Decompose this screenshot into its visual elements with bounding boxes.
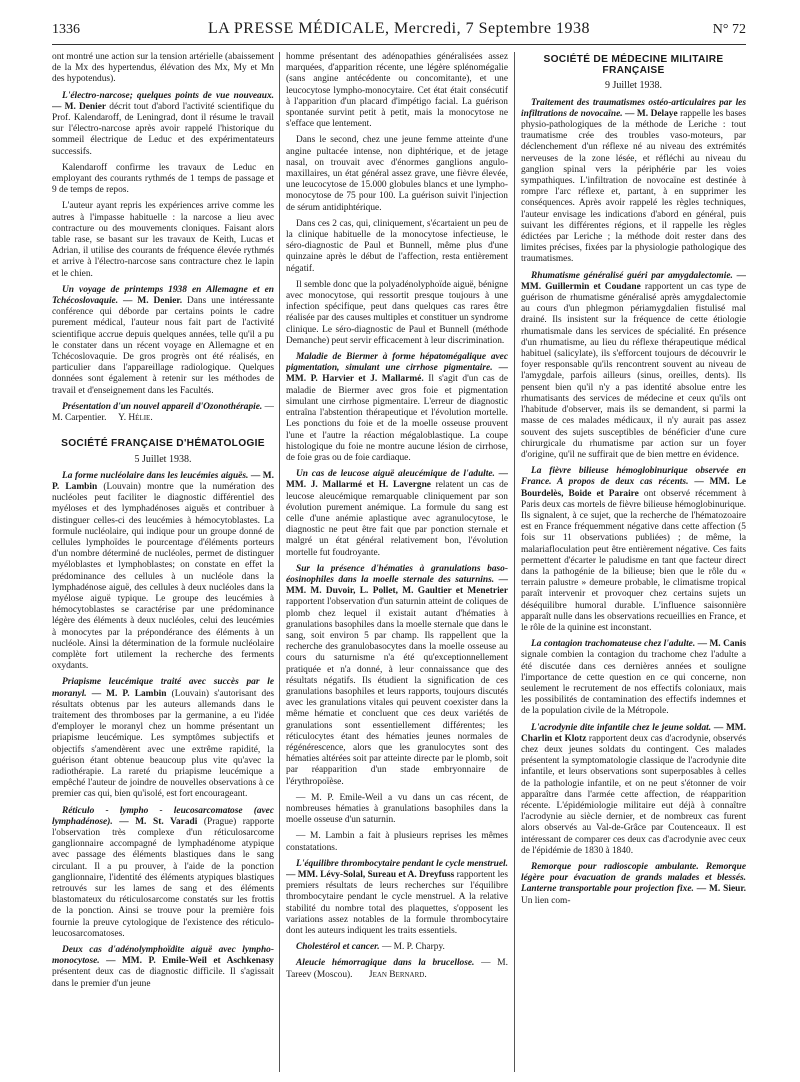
article-author: — M. Delaye bbox=[622, 108, 678, 119]
article bbox=[521, 639, 746, 717]
article bbox=[286, 958, 508, 980]
article-text: (Louvain) s'autorisant des résultats obtenus par les auteurs allemands dans le traitement des thromboses par la germanine, a eu l'idée d'employer le moranyl chez un homme présentant un priapisme leucémique. Les symptômes subjectifs et objectifs s'amendèrent avec une extrême rapidité, la guérison étant obtenue beaucoup plus vite qu'avec la radiothérapie. La rareté du priapisme leucémique a empêché l'auteur de joindre de nouvelles observations à ce premier cas qui, bien qu'isolé, est fort encourageant. bbox=[52, 688, 274, 800]
paragraph: Dans ces 2 cas, qui, cliniquement, s'écartaient un peu de la clinique habituelle de la monocytose infectieuse, le séro-diagnostic de Paul et Bunnell, même plus d'une quinzaine après le début de l'affection, resta entièrement négatif. bbox=[286, 218, 508, 274]
article-author: — MM. J. Mallarmé et H. Lavergne bbox=[286, 469, 508, 491]
section-date: 9 Juillet 1938. bbox=[605, 80, 662, 92]
article bbox=[286, 942, 508, 953]
article-text: (Louvain) montre que la numération des nucléoles peut faciliter le diagnostic différentiel des myéloses et des lymphadénoses aiguës et contribuer à distinguer celles-ci des leucémies à hémocytoblastes. La formule nucléolaire, qui indique pour un groupe donné de cellules lymphoïdes le pourcentage d'éléments porteurs d'un nombre déterminé de nucléoles, permet de distinguer myéloblastes et lymphoblastes; on constate en effet la prédominance des cellules à un nucléole dans la lymphadénose aiguë, des cellules à deux nucléoles dans la myélose aiguë typique. Le groupe des leucémies à hémocytoblastes se caractérise par une prédominance légère des éléments à deux nucléoles, celui des leucémies à monocytes par la prépondérance des éléments à un nucléole. Ainsi la détermination de la formule nucléolaire complète fort utilement la recherche des ferments oxydants. bbox=[52, 481, 274, 672]
section-heading: SOCIÉTÉ DE MÉDECINE MILITAIRE FRANÇAISE bbox=[543, 54, 724, 77]
article-author: — M. Carpentier. bbox=[52, 401, 274, 424]
article-text: rapportent l'observation d'un saturnin atteint de coliques de plomb chez lequel il existait autant d'hématies à granulations basophiles dans la moelle sternale que dans le sang, soit environ 5 par champ. Ils rappellent que la recherche des granulobasocytes dans la moelle osseuse au cours du saturnisme n'a été qu'exceptionnellement pratiquée et n'a donné, à leur connaissance que des résultats négatifs. Ils étudient la signification de ces granulations basophiles et leurs rapports, toujours discutés avec les granulations vitales qui peuvent coexister dans la même hématie et concluent que ces deux variétés de granulations sont essentiellement différentes; les réticulocytes étant des hématies jeunes normales de régénérescence, alors que les granulocytes sont des hématies altérées soit par atteinte directe par le plomb, soit par réapparition d'un stade embryonnaire de l'érythropoïèse. bbox=[286, 597, 508, 787]
article-author: — MM. Lévy-Solal, Sureau et A. Dreyfuss bbox=[286, 870, 455, 881]
article-title: L'électro-narcose; quelques points de vue nouveaux. bbox=[62, 90, 274, 101]
paragraph: Kalendaroff confirme les travaux de Leduc en employant des courants rythmés de 1 temps de passage et 9 de temps de repos. bbox=[52, 162, 274, 196]
article-title: Sur la présence d'hématies à granulations baso-éosinophiles dans la moelle sternale des saturnins. bbox=[286, 563, 508, 585]
article bbox=[52, 677, 274, 800]
article-author: — MM. Le Bourdelès, Boide et Paraire bbox=[521, 477, 746, 499]
article-text: Un lien com- bbox=[521, 895, 571, 906]
article-title: Remorque pour radioscopie ambulante. Remorque légère pour évacuation de grands malades et blessés. Lanterne transportable pour projection fixe. bbox=[521, 862, 746, 895]
journal-title: LA PRESSE MÉDICALE, Mercredi, 7 Septembre 1938 bbox=[207, 20, 591, 37]
article-text: relatent un cas de leucose aleucémique remarquable cliniquement par son évolution purement anémique. La formule du sang est celle d'une anémie aplastique avec agranulocytose, le diagnostic ne peut être fait que par ponction sternale et malgré un état général relativement bon, l'évolution mortelle fut foudroyante. bbox=[286, 480, 508, 558]
article bbox=[521, 862, 746, 907]
article-text: signale combien la contagion du trachome chez l'adulte a été discutée dans ces dernières années et souligne l'importance de cette question en ce qui concerne, non seulement le recrutement de nos effectifs coloniaux, mais les possibilités de contamination des effectifs indemnes et de la population civile de la Métropole. bbox=[521, 650, 746, 717]
issue-number: N° 72 bbox=[712, 22, 746, 37]
article-author: — MM. Guillermin et Coudane bbox=[521, 270, 746, 292]
article-title: La contagion trachomateuse chez l'adulte. bbox=[531, 639, 696, 650]
column-1 bbox=[52, 52, 274, 1074]
column-2 bbox=[286, 52, 508, 1074]
article-title: La forme nucléolaire dans les leucémies aiguës. bbox=[62, 470, 249, 481]
article-title: Priapisme leucémique traité avec succès par le moranyl. bbox=[52, 677, 274, 699]
article-title: Réticulo - lympho - leucosarcomatose (avec lymphadénose). bbox=[52, 805, 274, 827]
article-author: — M. St. Varadi bbox=[112, 816, 198, 827]
article-author: — M. Sieur. bbox=[693, 884, 746, 895]
article-author: — M. P. Lambin bbox=[86, 688, 167, 699]
article bbox=[521, 98, 746, 266]
article-text: (Prague) rapporte l'observation très complexe d'un réticulosarcome ganglionnaire accompagné de lymphadénome atypique avec passage des éléments blastiques dans le sang circulant. Il a pu prouver, à l'aide de la ponction ganglionnaire, l'identité des éléments atypiques blastiques retrouvés sur les lames de sang et des éléments blastomateux du réticulosarcome constatés sur les frottis de la ponction. Ainsi se trouve pour la première fois fournie la preuve cytologique de l'existence des réticulo-leucosarcomatoses. bbox=[52, 816, 274, 939]
page-number: 1336 bbox=[52, 22, 80, 37]
signature: Y. Hélie. bbox=[118, 413, 153, 424]
article-text: rappelle les bases physio-pathologiques de la méthode de Leriche : tout traumatisme crée des troubles vaso-moteurs, par déclenchement d'un réflexe né au niveau des extrémités nerveuses de la zone lésée, et réfléchi au niveau du ganglion spinal vers la périphérie par les voies sympathiques. L'infiltration de novocaïne est destinée à rompre l'arc réflexe et, partant, à en supprimer les conséquences. Après avoir rappelé les règles techniques, l'auteur envisage les indications d'abord en général, puis suivant les différentes régions, et il rappelle les règles édictées par Leriche ; la méthode doit rester dans des limites précises, fixées par la physiologie pathologique des traumatismes. bbox=[521, 108, 746, 265]
article bbox=[52, 945, 274, 990]
article-text: Il s'agit d'un cas de maladie de Biermer avec gros foie et pigmentation simulant une cirrhose pigmentaire. L'erreur de diagnostic entraîna l'abstention thérapeutique et l'évolution mortelle. Les ponctions du foie et de la moelle osseuse prouvent l'une et l'autre la réaction mégaloblastique. La coupe histologique du foie ne montre aucune lésion de cirrhose, de foie gras ou de foie cardiaque. bbox=[286, 374, 508, 463]
article-text: présentent deux cas de diagnostic difficile. Il s'agissait dans le premier d'un jeune bbox=[52, 967, 274, 989]
article-author: — M. P. Charpy. bbox=[379, 942, 445, 953]
article-title: Aleucie hémorragique dans la brucellose. bbox=[296, 958, 475, 969]
paragraph: L'auteur ayant repris les expériences arrive comme les autres à l'impasse habituelle : la narcose a lieu avec contracture ou des mouvements cloniques. Faisant alors table rase, se basant sur les travaux de Keith, Lucas et Adrian, il utilise des courants de fréquence élevée rythmés et arrive à l'électro-narcose sans contracture chez le lapin et le chien. bbox=[52, 201, 274, 279]
article-title: Deux cas d'adénolymphoïdite aiguë avec lympho-monocytose. bbox=[52, 945, 274, 967]
paragraph: homme présentant des adénopathies généralisées assez marquées, d'apparition récente, une légère splénomégalie (sans angine antécédente ou concomitante), et une leucocytose lympho-monocytaire. Cet état était consécutif à l'apparition d'un placard d'impétigo facial. La guérison spontanée survint petit à petit, mais la monocytose ne s'efface que lentement. bbox=[286, 52, 508, 130]
article-title: Cholestérol et cancer. bbox=[296, 942, 380, 953]
article-text: (Moscou). bbox=[311, 969, 353, 980]
article-text: rapportent deux cas d'acrodynie, observés chez deux jeunes soldats du contingent. Ces malades présentent la symptomatologie classique de l'acrodynie dite infantile, et leurs observations sont superposables à celles de la pathologie infantile, et on ne peut s'étonner de voir apparaître dans l'armée cette affection, de réapparition récente. L'épidémiologie militaire eut déjà à connaître l'acrodynie au siècle dernier, et de nombreux cas furent alors observés au Val-de-Grâce par Coutenceaux. Il est intéressant de comparer ces deux cas d'acrodynie avec ceux de l'épidémie de 1830 à 1840. bbox=[521, 733, 746, 856]
section-date: 5 Juillet 1938. bbox=[134, 453, 192, 465]
article-author: — MM. M. Duvoir, L. Pollet, M. Gaultier et Menetrier bbox=[286, 574, 508, 597]
article bbox=[286, 859, 508, 937]
article-text: ont observé récemment à Paris deux cas mortels de fièvre bilieuse hémoglobinurique. Ils signalent, à ce sujet, que la recherche de l'hématozoaire est en France fréquemment négative dans cette affection (5 fois sur 11 observations publiées) ; de même, la malariafloculation peut être entièrement négative. Ces faits permettent d'écarter le paludisme en tant que facteur direct dans la pathogénie de la bilieuse; bien que le rôle du « terrain palustre » demeure probable, le climatisme tropical paraît intervenir et provoquer chez certains sujets un déséquilibre humoral durable. L'influence saisonnière apparaît nulle dans les observations recueillies en France, et le rôle de la quinine est inconstant. bbox=[521, 488, 746, 633]
article-title: La fièvre bilieuse hémoglobinurique observée en France. A propos de deux cas récents. bbox=[521, 466, 746, 488]
article-author: — M. Denier. bbox=[123, 296, 183, 307]
article-author: — M. Tareev bbox=[286, 958, 508, 980]
article-author: — M. Canis bbox=[695, 639, 746, 650]
article bbox=[521, 466, 746, 634]
article bbox=[52, 471, 274, 673]
article-title: Un voyage de printemps 1938 en Allemagne et en Tchécoslovaquie. bbox=[52, 284, 274, 307]
column-rule bbox=[514, 52, 515, 1072]
article-title: Un cas de leucose aiguë aleucémique de l'adulte. bbox=[296, 469, 495, 480]
article-title: L'acrodynie dite infantile chez le jeune soldat. bbox=[531, 722, 712, 733]
article-text: décrit tout d'abord l'activité scientifique du Prof. Kalendaroff, de Leningrad, dont il résume le travail sur l'électro-narcose après avoir rappelé l'historique du sommeil électrique de Leduc et des expérimentateurs successifs. bbox=[52, 101, 274, 157]
article bbox=[521, 723, 746, 857]
article bbox=[52, 285, 274, 397]
article bbox=[286, 469, 508, 559]
paragraph: Dans le second, chez une jeune femme atteinte d'une angine pultacée intense, non diphtérique, et de jetage nasal, on trouvait avec d'énormes ganglions angulo-maxillaires, un état général assez grave, une fièvre élevée, une leucocytose de 15.000 globules blancs et une lympho-monocytose de 75 pour 100. La guérison suivit l'injection de sérum antidiphtérique. bbox=[286, 135, 508, 213]
article-author: — MM. P. Harvier et J. Mallarmé. bbox=[286, 363, 508, 385]
paragraph: — M. Lambin a fait à plusieurs reprises les mêmes constatations. bbox=[286, 831, 508, 853]
article-author: — MM. P. Emile-Weil et Aschkenasy bbox=[99, 956, 274, 967]
article-title: L'équilibre thrombocytaire pendant le cycle menstruel. bbox=[296, 858, 508, 869]
article-text: rapportent un cas type de guérison de rhumatisme généralisé après amygdalectomie au cours d'un phlegmon périamygdalien fistulisé mal drainé. Ils insistent sur la fréquence de cette étiologie rhumatismale dans les services de spécialité. En présence d'un rhumatisme, au lieu du réflexe thérapeutique médical habituel (salicylate), ils s'efforcent toujours de découvrir le foyer responsable qu'ils rencontrent souvent au niveau de l'amygdale, parfois ailleurs (sinus, oreilles, dents). Ils pensent bien qu'il n'y a pas identité absolue entre les rhumatisants des services de médecine et ceux qu'ils ont l'habitude d'observer, mais ils se demandent, si parmi la masse de ces malades médicaux, il n'y aurait pas assez souvent des sujets susceptibles de bénéficier d'une cure chirurgicale du rhumatisme par action sur un foyer d'origine, qu'il ne suffirait que de bien mettre en évidence. bbox=[521, 281, 746, 460]
article-author: — M. P. Lambin bbox=[52, 470, 274, 492]
column-rule bbox=[279, 52, 280, 1072]
article bbox=[286, 352, 508, 464]
article-title: Maladie de Biermer à forme hépatomégalique avec pigmentation, simulant une cirrhose pigmentaire. bbox=[286, 352, 508, 374]
paragraph: Il semble donc que la polyadénolyphoïde aiguë, bénigne avec monocytose, qui ressortit presque toujours à une infection spécifique, peut dans quelques cas rares être réalisée par des causes multiples et constituer un syndrome clinique. Le séro-diagnostic de Paul et Bunnell (méthode Demanche) peut servir efficacement à leur discrimination. bbox=[286, 279, 508, 346]
column-3 bbox=[521, 52, 746, 1074]
article bbox=[52, 91, 274, 158]
article bbox=[52, 402, 274, 424]
article bbox=[52, 806, 274, 940]
article-title: Traitement des traumatismes ostéo-articulaires par les infiltrations de novocaïne. bbox=[521, 97, 746, 119]
paragraph: ont montré une action sur la tension artérielle (abaissement de la Mx des hypertendus, élévation des Mx, My et Mn des hypotendus). bbox=[52, 52, 274, 85]
article-title: Rhumatisme généralisé guéri par amygdalectomie. bbox=[531, 270, 733, 281]
page-header bbox=[52, 18, 746, 45]
article-author: — M. Denier bbox=[52, 101, 107, 112]
article-title: Présentation d'un nouvel appareil d'Ozonothérapie. bbox=[62, 401, 263, 412]
section-heading: SOCIÉTÉ FRANÇAISE D'HÉMATOLOGIE bbox=[61, 438, 265, 450]
article-text: Dans une intéressante conférence qui déborde par certains points le cadre purement médical, l'auteur nous fait part de l'activité scientifique accrue depuis quelques années, telle qu'il a pu le constater dans un récent voyage en Allemagne et en Tchécoslovaquie. De gros progrès ont été réalisés, en particulier dans l'appareillage radiologique. Quelques données sont également à retenir sur les méthodes de travail et d'enseignement dans les Facultés. bbox=[52, 296, 274, 396]
article-text: rapportent les premiers résultats de leurs recherches sur l'équilibre thrombocytaire pendant le cycle menstruel. A la relative stabilité du nombre total des plaquettes, s'opposent les variations assez notables de la formule thrombocytaire dont les auteurs indiquent les traits essentiels. bbox=[286, 870, 508, 937]
article bbox=[521, 271, 746, 461]
signature: Jean Bernard. bbox=[368, 969, 427, 980]
article-author: — MM. Charlin et Klotz bbox=[521, 722, 746, 744]
paragraph: — M. P. Emile-Weil a vu dans un cas récent, de nombreuses hématies à granulations basophiles dans la moelle osseuse d'un saturnin. bbox=[286, 792, 508, 826]
article bbox=[286, 564, 508, 788]
